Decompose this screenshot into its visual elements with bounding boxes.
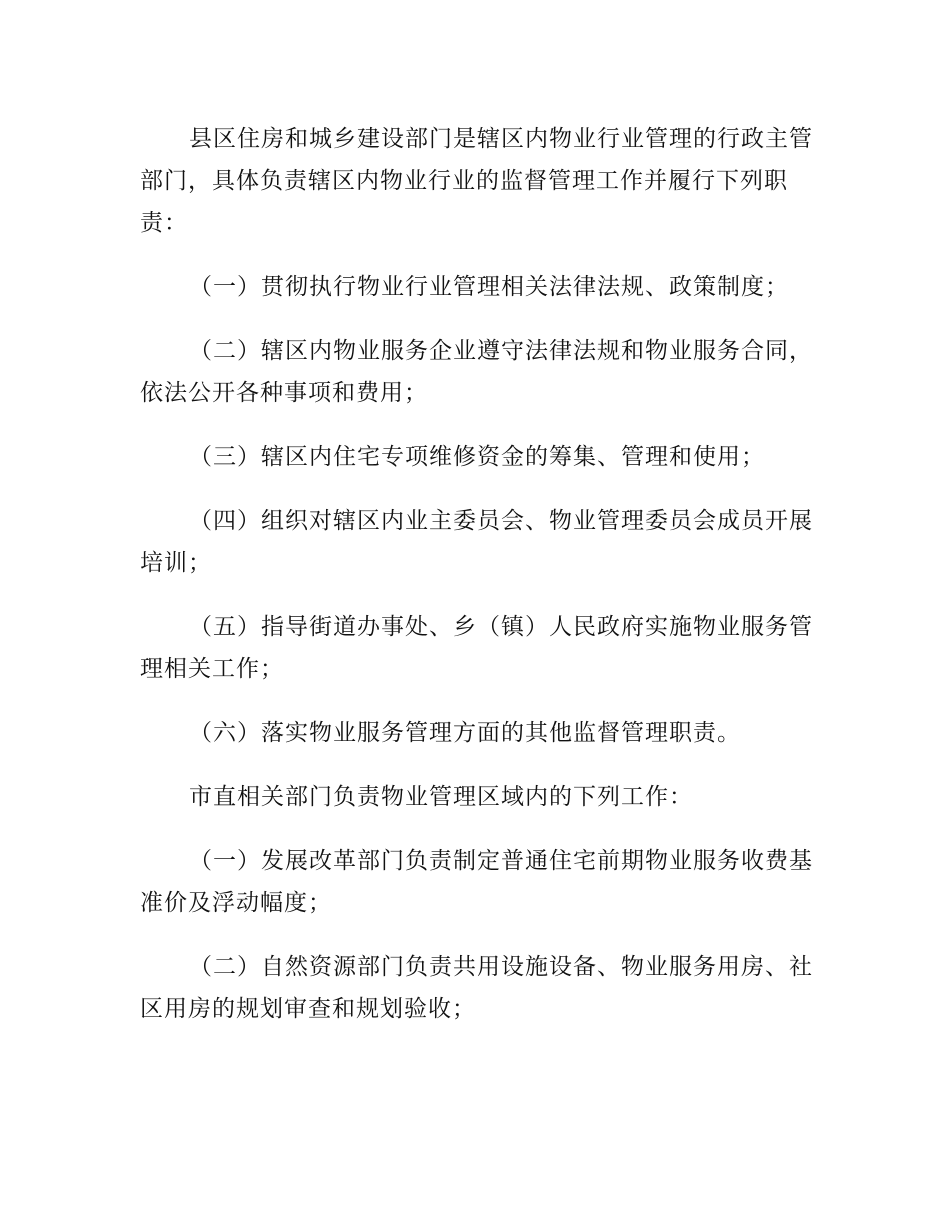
paragraph-county-item-6: （六）落实物业服务管理方面的其他监督管理职责。 (189, 720, 741, 746)
paragraph-intro-city-departments: 市直相关部门负责物业管理区域内的下列工作： (189, 784, 693, 810)
paragraph-county-item-3: （三）辖区内住宅专项维修资金的筹集、管理和使用； (189, 444, 765, 470)
paragraph-county-item-2: （二）辖区内物业服务企业遵守法律法规和物业服务合同，依法公开各种事项和费用； (140, 338, 813, 406)
paragraph-city-item-1: （一）发展改革部门负责制定普通住宅前期物业服务收费基准价及浮动幅度； (140, 848, 813, 916)
paragraph-county-item-4: （四）组织对辖区内业主委员会、物业管理委员会成员开展培训； (140, 508, 813, 576)
paragraph-county-item-5: （五）指导街道办事处、乡（镇）人民政府实施物业服务管理相关工作； (140, 614, 813, 682)
paragraph-county-item-1: （一）贯彻执行物业行业管理相关法律法规、政策制度； (189, 274, 789, 300)
paragraph-city-item-2: （二）自然资源部门负责共用设施设备、物业服务用房、社区用房的规划审查和规划验收； (140, 954, 813, 1022)
paragraph-intro-county-duties: 县区住房和城乡建设部门是辖区内物业行业管理的行政主管部门，具体负责辖区内物业行业的监督管理工作并履行下列职责： (140, 126, 813, 236)
document-body (140, 118, 830, 1052)
